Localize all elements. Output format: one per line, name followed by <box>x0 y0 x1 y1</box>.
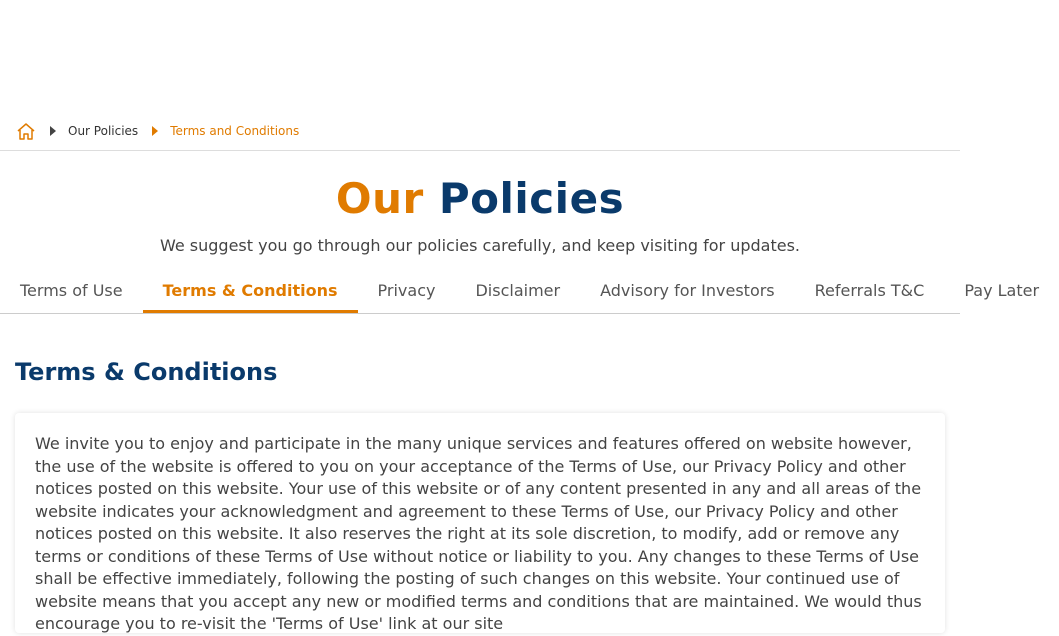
page-title <box>0 173 960 225</box>
tab-terms-of-use[interactable]: Terms of Use <box>20 281 123 300</box>
page-subtitle: We suggest you go through our policies carefully, and keep visiting for updates. <box>159 236 800 255</box>
breadcrumb-our-policies[interactable]: Our Policies <box>68 124 139 138</box>
tab-terms-and-conditions[interactable]: Terms & Conditions <box>143 275 358 313</box>
tab-advisory-for-investors[interactable]: Advisory for Investors <box>600 281 775 300</box>
breadcrumb <box>0 112 960 151</box>
header-blank <box>0 0 960 112</box>
tab-referrals-tc[interactable]: Referrals T&C <box>814 281 925 300</box>
chevron-right-icon <box>50 126 56 136</box>
terms-body-text: We invite you to enjoy and participate in the many unique services and features offered on website however, the use of the website is offered to you on your acceptance of the Terms of Use, our Privacy Policy and other notices posted on this website. Your use of this website or of any content presented in any and all areas of the website indicates your acknowledgment and agreement to these Terms of Use, our Privacy Policy and other notices posted on this website. It also reserves the right at its sole discretion, to modify, add or remove any terms or conditions of these Terms of Use without notice or liability to you. Any changes to these Terms of Use shall be effective immediately, following the posting of such changes on this website. Your continued use of website means that you accept any new or modified terms and conditions that are maintained. We would thus encourage you to re-visit the 'Terms of Use' link at our site <box>35 434 922 633</box>
home-icon[interactable] <box>15 121 36 141</box>
section-title: Terms & Conditions <box>15 358 278 386</box>
tab-privacy[interactable]: Privacy <box>377 281 436 300</box>
hero <box>0 151 960 255</box>
tab-disclaimer[interactable]: Disclaimer <box>475 281 561 300</box>
chevron-right-icon <box>152 126 158 136</box>
content-card <box>15 413 945 633</box>
page-title-part1: Our <box>335 174 424 223</box>
policy-tabs <box>0 275 1040 314</box>
page-title-part2: Policies <box>438 174 625 223</box>
breadcrumb-terms-and-conditions: Terms and Conditions <box>170 124 300 138</box>
tab-pay-later[interactable]: Pay Later <box>964 281 1040 300</box>
